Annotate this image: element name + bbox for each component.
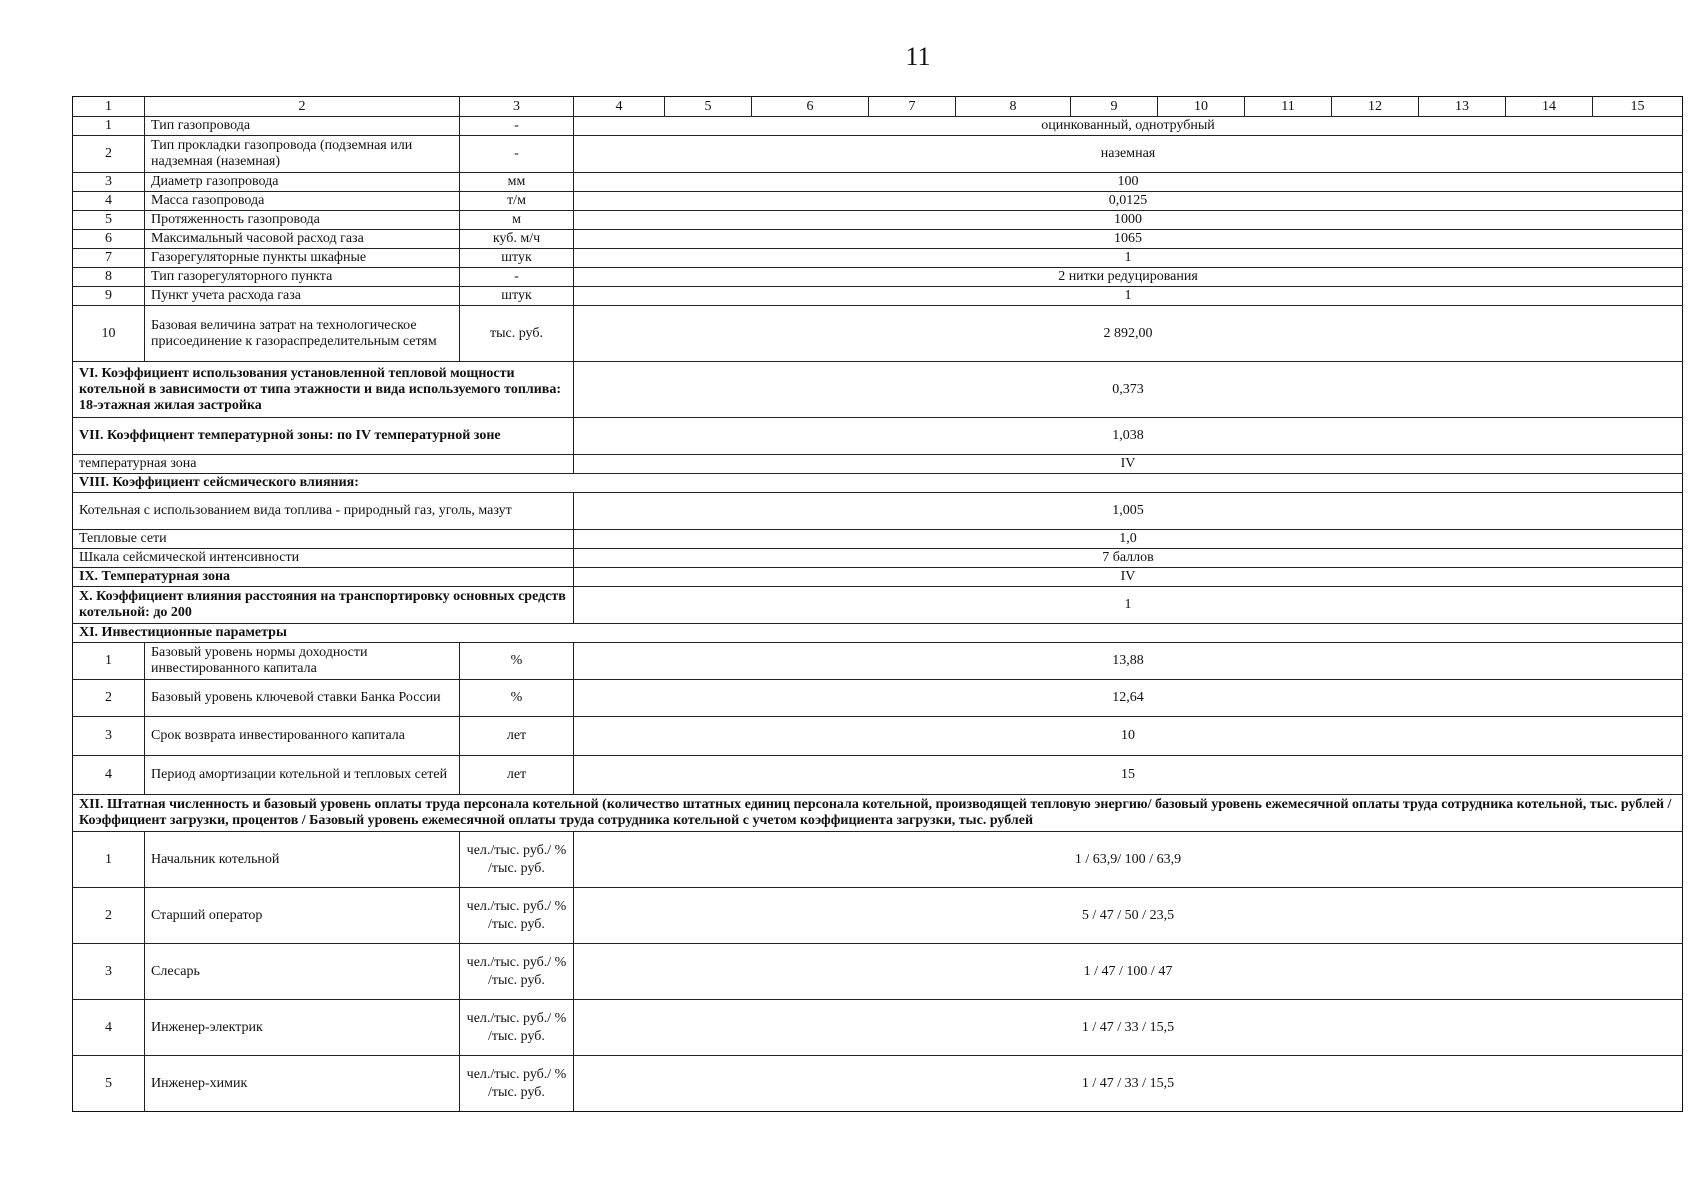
row-name: Базовая величина затрат на технологическое присоединение к газораспределительным сетям — [145, 306, 460, 362]
table-row — [73, 717, 1683, 756]
row-name: Шкала сейсмической интенсивности — [73, 549, 574, 568]
section-row — [73, 474, 1683, 493]
page-number: 11 — [905, 42, 931, 71]
row-unit: чел./тыс. руб./ % /тыс. руб. — [460, 1000, 574, 1056]
header-row — [73, 97, 1683, 117]
row-number: 5 — [73, 211, 145, 230]
row-value: 1,005 — [574, 493, 1683, 530]
row-value: 13,88 — [574, 643, 1683, 680]
row-name: Период амортизации котельной и тепловых сетей — [145, 756, 460, 795]
col-header: 15 — [1593, 97, 1683, 117]
table-row — [73, 680, 1683, 717]
row-value: 0,0125 — [574, 192, 1683, 211]
row-name: Начальник котельной — [145, 832, 460, 888]
col-header: 10 — [1158, 97, 1245, 117]
table-row — [73, 249, 1683, 268]
row-number: 2 — [73, 136, 145, 173]
row-name: Протяженность газопровода — [145, 211, 460, 230]
row-name: Масса газопровода — [145, 192, 460, 211]
row-name: Тип газорегуляторного пункта — [145, 268, 460, 287]
table-row — [73, 268, 1683, 287]
row-name: Базовый уровень нормы доходности инвестированного капитала — [145, 643, 460, 680]
row-name: Газорегуляторные пункты шкафные — [145, 249, 460, 268]
row-name: Базовый уровень ключевой ставки Банка России — [145, 680, 460, 717]
section-row — [73, 795, 1683, 832]
col-header: 6 — [752, 97, 869, 117]
row-name: Тип прокладки газопровода (подземная или надземная (наземная) — [145, 136, 460, 173]
row-unit: чел./тыс. руб./ % /тыс. руб. — [460, 832, 574, 888]
table-row — [73, 287, 1683, 306]
row-value: 1 / 63,9/ 100 / 63,9 — [574, 832, 1683, 888]
col-header: 13 — [1419, 97, 1506, 117]
row-number: 4 — [73, 1000, 145, 1056]
section-value: 0,373 — [574, 362, 1683, 418]
col-header: 1 — [73, 97, 145, 117]
col-header: 11 — [1245, 97, 1332, 117]
row-value: оцинкованный, однотрубный — [574, 117, 1683, 136]
row-value: 1 / 47 / 33 / 15,5 — [574, 1000, 1683, 1056]
col-header: 14 — [1506, 97, 1593, 117]
section-row — [73, 362, 1683, 418]
row-name: температурная зона — [73, 455, 574, 474]
row-unit: штук — [460, 249, 574, 268]
row-unit: м — [460, 211, 574, 230]
table-row — [73, 549, 1683, 568]
table-row — [73, 136, 1683, 173]
row-name: Тип газопровода — [145, 117, 460, 136]
row-name: Котельная с использованием вида топлива - природный газ, уголь, мазут — [73, 493, 574, 530]
row-unit: чел./тыс. руб./ % /тыс. руб. — [460, 944, 574, 1000]
parameters-table — [72, 96, 1683, 1112]
row-name: Тепловые сети — [73, 530, 574, 549]
table-row — [73, 643, 1683, 680]
row-name: Пункт учета расхода газа — [145, 287, 460, 306]
row-number: 2 — [73, 680, 145, 717]
row-value: 2 нитки редуцирования — [574, 268, 1683, 287]
section-value: 1 — [574, 587, 1683, 624]
row-number: 1 — [73, 117, 145, 136]
row-number: 10 — [73, 306, 145, 362]
table-row — [73, 832, 1683, 888]
col-header: 8 — [956, 97, 1071, 117]
table-row — [73, 530, 1683, 549]
col-header: 5 — [665, 97, 752, 117]
row-unit: мм — [460, 173, 574, 192]
table-row — [73, 192, 1683, 211]
row-number: 4 — [73, 756, 145, 795]
col-header: 7 — [869, 97, 956, 117]
row-name: Инженер-электрик — [145, 1000, 460, 1056]
row-value: наземная — [574, 136, 1683, 173]
table-row — [73, 230, 1683, 249]
row-value: 100 — [574, 173, 1683, 192]
row-unit: % — [460, 680, 574, 717]
section-heading: VIII. Коэффициент сейсмического влияния: — [73, 474, 1683, 493]
col-header: 2 — [145, 97, 460, 117]
col-header: 4 — [574, 97, 665, 117]
row-unit: т/м — [460, 192, 574, 211]
row-number: 6 — [73, 230, 145, 249]
row-name: Слесарь — [145, 944, 460, 1000]
row-value: 1,0 — [574, 530, 1683, 549]
row-value: 12,64 — [574, 680, 1683, 717]
row-name: Диаметр газопровода — [145, 173, 460, 192]
col-header: 9 — [1071, 97, 1158, 117]
row-unit: тыс. руб. — [460, 306, 574, 362]
section-row — [73, 568, 1683, 587]
row-value: 7 баллов — [574, 549, 1683, 568]
table-row — [73, 1056, 1683, 1112]
row-value: 1 — [574, 249, 1683, 268]
row-unit: куб. м/ч — [460, 230, 574, 249]
row-value: 1 — [574, 287, 1683, 306]
row-value: 1000 — [574, 211, 1683, 230]
row-unit: лет — [460, 756, 574, 795]
section-heading: XII. Штатная численность и базовый уровень оплаты труда персонала котельной (количество штатных единиц персонала котельной, производящей тепловую энергию/ базовый уровень ежемесячной оплаты труда сотрудника котельной, тыс. рублей / Коэффициент загрузки, процентов / Базовый уровень ежемесячной оплаты труда сотрудника котельной с учетом коэффициента загрузки, тыс. рублей — [73, 795, 1683, 832]
row-unit: штук — [460, 287, 574, 306]
section-value: 1,038 — [574, 418, 1683, 455]
section-heading: VI. Коэффициент использования установленной тепловой мощности котельной в зависимости от типа этажности и вида используемого топлива: 18-этажная жилая застройка — [73, 362, 574, 418]
row-value: IV — [574, 455, 1683, 474]
row-number: 1 — [73, 643, 145, 680]
row-value: 1065 — [574, 230, 1683, 249]
section-row — [73, 587, 1683, 624]
section-heading: XI. Инвестиционные параметры — [73, 624, 1683, 643]
row-number: 3 — [73, 717, 145, 756]
row-name: Срок возврата инвестированного капитала — [145, 717, 460, 756]
table-row — [73, 1000, 1683, 1056]
row-value: 1 / 47 / 100 / 47 — [574, 944, 1683, 1000]
section-heading: VII. Коэффициент температурной зоны: по IV температурной зоне — [73, 418, 574, 455]
table-row — [73, 944, 1683, 1000]
section-heading: IX. Температурная зона — [73, 568, 574, 587]
row-name: Старший оператор — [145, 888, 460, 944]
row-value: 1 / 47 / 33 / 15,5 — [574, 1056, 1683, 1112]
row-number: 5 — [73, 1056, 145, 1112]
table-row — [73, 211, 1683, 230]
row-unit: чел./тыс. руб./ % /тыс. руб. — [460, 888, 574, 944]
table-row — [73, 117, 1683, 136]
row-name: Максимальный часовой расход газа — [145, 230, 460, 249]
section-value: IV — [574, 568, 1683, 587]
row-number: 8 — [73, 268, 145, 287]
table-row — [73, 455, 1683, 474]
section-row — [73, 418, 1683, 455]
row-unit: % — [460, 643, 574, 680]
table-row — [73, 493, 1683, 530]
row-value: 15 — [574, 756, 1683, 795]
row-number: 1 — [73, 832, 145, 888]
table-row — [73, 756, 1683, 795]
row-unit: - — [460, 136, 574, 173]
row-number: 4 — [73, 192, 145, 211]
row-unit: - — [460, 117, 574, 136]
row-value: 2 892,00 — [574, 306, 1683, 362]
row-value: 10 — [574, 717, 1683, 756]
row-number: 9 — [73, 287, 145, 306]
table-row — [73, 306, 1683, 362]
row-unit: чел./тыс. руб./ % /тыс. руб. — [460, 1056, 574, 1112]
table-row — [73, 173, 1683, 192]
row-name: Инженер-химик — [145, 1056, 460, 1112]
col-header: 12 — [1332, 97, 1419, 117]
row-number: 3 — [73, 173, 145, 192]
row-unit: - — [460, 268, 574, 287]
row-number: 3 — [73, 944, 145, 1000]
col-header: 3 — [460, 97, 574, 117]
row-number: 2 — [73, 888, 145, 944]
section-row — [73, 624, 1683, 643]
section-heading: X. Коэффициент влияния расстояния на транспортировку основных средств котельной: до 200 — [73, 587, 574, 624]
table-row — [73, 888, 1683, 944]
row-value: 5 / 47 / 50 / 23,5 — [574, 888, 1683, 944]
row-unit: лет — [460, 717, 574, 756]
row-number: 7 — [73, 249, 145, 268]
